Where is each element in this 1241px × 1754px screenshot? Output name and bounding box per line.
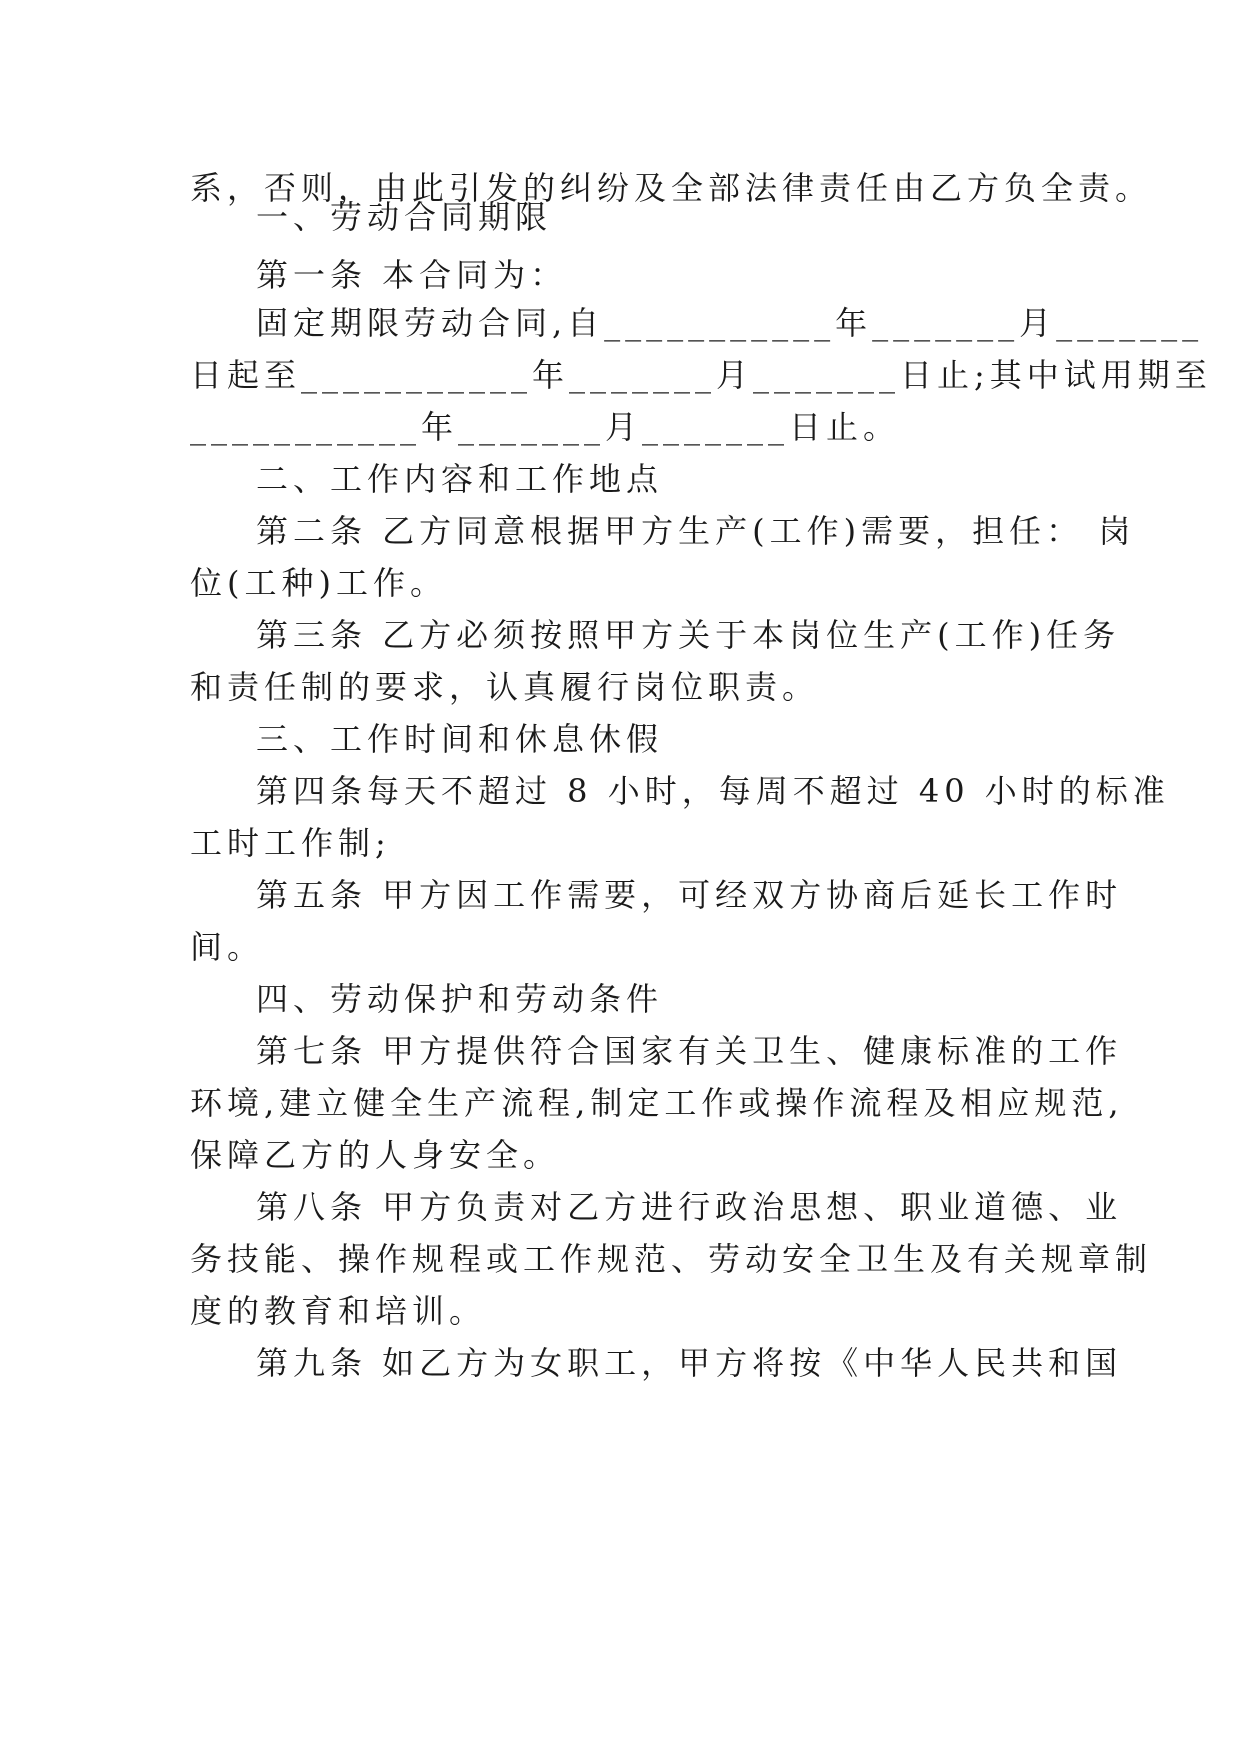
- article-9-line-1: 第九条 如乙方为女职工，甲方将按《中华人民共和国: [256, 1344, 1123, 1382]
- text-line-5: 日起至___________年_______月_______日止;其中试用期至: [190, 356, 1212, 394]
- article-7-line-3: 保障乙方的人身安全。: [190, 1136, 561, 1174]
- article-7-line-1: 第七条 甲方提供符合国家有关卫生、健康标准的工作: [256, 1032, 1123, 1070]
- article-8-line-3: 度的教育和培训。: [190, 1292, 487, 1330]
- article-4-line-2: 工时工作制;: [190, 824, 391, 862]
- article-8-line-1: 第八条 甲方负责对乙方进行政治思想、职业道德、业: [256, 1188, 1123, 1226]
- section-heading-4: 四、劳动保护和劳动条件: [256, 980, 664, 1018]
- article-1-title: 第一条 本合同为：: [256, 256, 568, 294]
- article-5-line-2: 间。: [190, 928, 265, 966]
- article-3-line-1: 第三条 乙方必须按照甲方关于本岗位生产(工作)任务: [256, 616, 1121, 654]
- article-8-line-2: 务技能、操作规程或工作规范、劳动安全卫生及有关规章制: [190, 1240, 1153, 1278]
- section-heading-1: 一、劳动合同期限: [256, 198, 553, 236]
- text-line-4: 固定期限劳动合同,自___________年_______月_______: [256, 304, 1204, 342]
- section-heading-2: 二、工作内容和工作地点: [256, 460, 664, 498]
- text-line-1: 系，否则，由此引发的纠纷及全部法律责任由乙方负全责。: [190, 169, 1153, 207]
- article-4-line-1: 第四条每天不超过 8 小时，每周不超过 40 小时的标准: [256, 772, 1170, 810]
- article-3-line-2: 和责任制的要求，认真履行岗位职责。: [190, 668, 820, 706]
- article-5-line-1: 第五条 甲方因工作需要，可经双方协商后延长工作时: [256, 876, 1123, 914]
- text-line-6: ___________年_______月_______日止。: [190, 408, 901, 446]
- article-7-line-2: 环境,建立健全生产流程,制定工作或操作流程及相应规范,: [190, 1084, 1124, 1122]
- article-2-line-2: 位(工种)工作。: [190, 564, 447, 602]
- section-heading-3: 三、工作时间和休息休假: [256, 720, 664, 758]
- article-2-line-1: 第二条 乙方同意根据甲方生产(工作)需要，担任： 岗: [256, 512, 1136, 550]
